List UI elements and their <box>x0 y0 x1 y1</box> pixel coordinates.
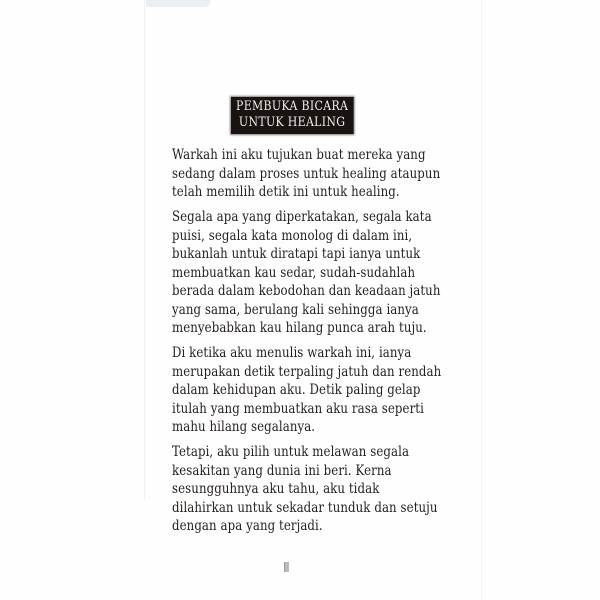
text-line: berada dalam kebodohan dan keadaan jatuh <box>172 283 441 299</box>
text-line: Warkah ini aku tujukan buat mereka yang <box>172 147 426 163</box>
page-edge-left <box>144 0 145 500</box>
text-line: sesungguhnya aku tahu, aku tidak <box>172 481 380 497</box>
chapter-title-line-2: UNTUK HEALING <box>238 115 346 130</box>
paragraph-3 <box>172 344 441 437</box>
text-line: Tetapi, aku pilih untuk melawan segala <box>172 444 410 460</box>
text-line: Segala apa yang diperkatakan, segala kata <box>172 209 432 225</box>
text-line: membuatkan kau sedar, sudah-sudahlah <box>172 264 416 281</box>
text-line: dalam kehidupan aku. Detik paling gelap <box>172 382 421 398</box>
text-line: kesakitan yang dunia ini beri. Kerna <box>172 462 392 479</box>
text-line: Di ketika aku menulis warkah ini, ianya <box>172 345 412 361</box>
text-line: bukanlah untuk diratapi tapi ianya untuk <box>172 246 421 262</box>
text-line: mahu hilang segalanya. <box>172 419 316 435</box>
chapter-title-box <box>231 97 353 134</box>
text-line: puisi, segala kata monolog di dalam ini, <box>172 227 413 244</box>
page-number-mark <box>284 562 289 572</box>
text-line: menyebabkan kau hilang punca arah tuju. <box>172 320 427 336</box>
body-text <box>172 146 441 542</box>
chapter-title-line-1: PEMBUKA BICARA <box>236 99 349 114</box>
text-line: yang sama, berulang kali sehingga ianya <box>172 301 419 318</box>
paragraph-4 <box>172 443 441 536</box>
text-line: merupakan detik terpaling jatuh dan rendah <box>172 363 442 380</box>
paragraph-2 <box>172 208 441 338</box>
text-line: itulah yang membuatkan aku rasa seperti <box>172 400 424 417</box>
text-line: telah memilih detik ini untuk healing. <box>172 184 400 200</box>
text-line: dengan apa yang terjadi. <box>172 518 323 534</box>
scan-smudge-top-left <box>146 0 210 7</box>
page-edge-right <box>481 0 482 600</box>
text-line: dilahirkan untuk sekadar tunduk dan setuju <box>172 499 438 516</box>
text-line: sedang dalam proses untuk healing ataupun <box>172 165 441 182</box>
paragraph-1 <box>172 146 441 202</box>
